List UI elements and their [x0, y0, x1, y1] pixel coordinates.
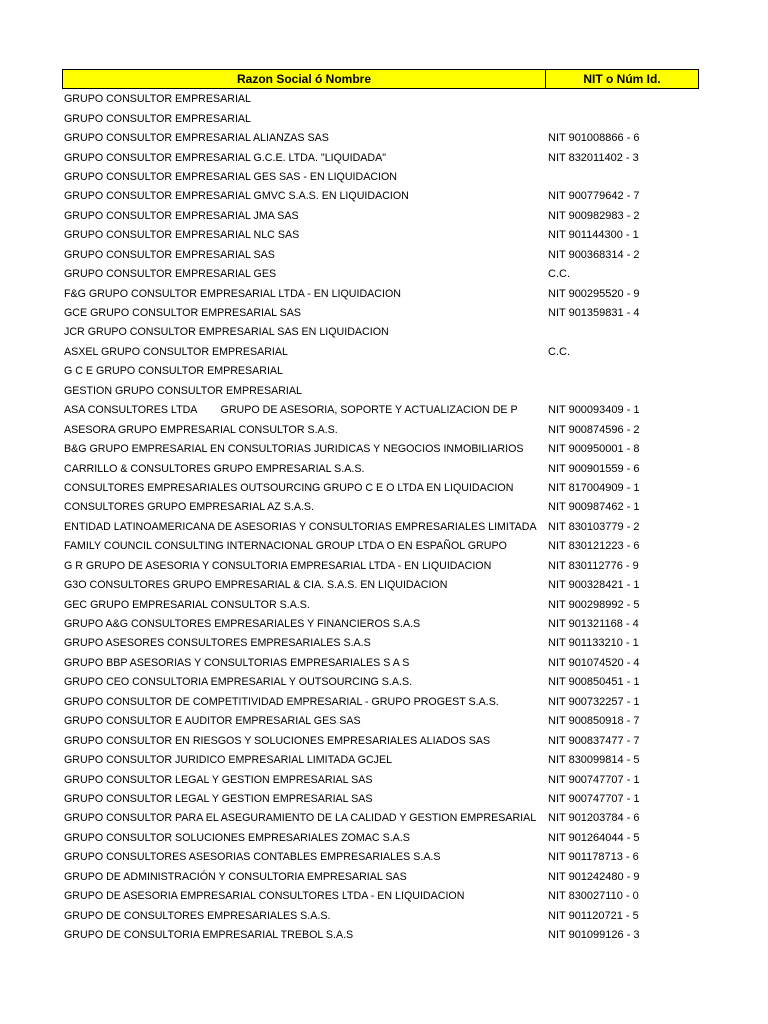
name-cell[interactable]: [62, 518, 546, 537]
id-cell[interactable]: [546, 323, 700, 342]
name-cell[interactable]: [62, 343, 546, 362]
id-cell-text: NIT 830112776 - 9: [548, 559, 639, 572]
name-cell[interactable]: [62, 304, 546, 323]
id-cell-text: NIT 900950001 - 8: [548, 443, 640, 456]
table-row: [62, 323, 700, 342]
name-cell-text: G3O CONSULTORES GRUPO EMPRESARIAL & CIA. S.A.S. EN LIQUIDACION: [64, 579, 448, 592]
id-cell[interactable]: [546, 401, 700, 420]
table-row: [62, 420, 700, 439]
id-cell[interactable]: [546, 187, 700, 206]
name-cell-text: GRUPO CONSULTOR EMPRESARIAL GES: [64, 268, 277, 281]
id-cell-text: C.C.: [548, 345, 570, 358]
name-cell[interactable]: [62, 673, 546, 692]
id-cell[interactable]: [546, 615, 700, 634]
name-cell-text: GRUPO CONSULTOR EMPRESARIAL: [64, 93, 251, 106]
name-cell-text: GRUPO CONSULTOR PARA EL ASEGURAMIENTO DE LA CALIDAD Y GESTION EMPRESARIAL: [64, 812, 537, 825]
name-cell[interactable]: [62, 207, 546, 226]
id-cell[interactable]: [546, 732, 700, 751]
table-row: [62, 557, 700, 576]
table-row: [62, 770, 700, 789]
id-cell-text: NIT 900747707 - 1: [548, 792, 640, 805]
id-cell-text: NIT 900093409 - 1: [548, 404, 640, 417]
table-row: [62, 615, 700, 634]
name-cell[interactable]: [62, 712, 546, 731]
id-cell-text: NIT 901099126 - 3: [548, 929, 640, 942]
id-cell[interactable]: [546, 848, 700, 867]
name-cell-text: GESTION GRUPO CONSULTOR EMPRESARIAL: [64, 384, 302, 397]
id-cell-text: NIT 901133210 - 1: [548, 637, 639, 650]
name-cell[interactable]: [62, 848, 546, 867]
name-cell-text: FAMILY COUNCIL CONSULTING INTERNACIONAL GROUP LTDA O EN ESPAÑOL GRUPO: [64, 540, 507, 553]
table-row: [62, 926, 700, 945]
id-cell-text: C.C.: [548, 268, 570, 281]
id-cell-text: NIT 830121223 - 6: [548, 540, 640, 553]
table-row: [62, 576, 700, 595]
id-cell[interactable]: [546, 421, 700, 440]
name-cell[interactable]: [62, 751, 546, 770]
id-cell[interactable]: [546, 382, 700, 401]
name-cell-text: ASA CONSULTORES LTDA GRUPO DE ASESORIA, SOPORTE Y ACTUALIZACION DE P: [64, 404, 518, 417]
name-cell[interactable]: [62, 693, 546, 712]
id-cell-text: NIT 901074520 - 4: [548, 656, 640, 669]
id-cell[interactable]: [546, 460, 700, 479]
name-cell-text: CONSULTORES EMPRESARIALES OUTSOURCING GRUPO C E O LTDA EN LIQUIDACION: [64, 481, 514, 494]
name-cell-text: ASXEL GRUPO CONSULTOR EMPRESARIAL: [64, 345, 288, 358]
id-cell[interactable]: [546, 265, 700, 284]
id-cell-text: NIT 900850918 - 7: [548, 715, 640, 728]
name-cell-text: GRUPO CONSULTOR EMPRESARIAL SAS: [64, 248, 275, 261]
name-cell[interactable]: [62, 926, 546, 945]
id-cell[interactable]: [546, 887, 700, 906]
id-cell[interactable]: [546, 246, 700, 265]
id-cell-text: NIT 900298992 - 5: [548, 598, 640, 611]
name-cell-text: GRUPO BBP ASESORIAS Y CONSULTORIAS EMPRESARIALES S A S: [64, 656, 410, 669]
id-cell-text: NIT 900874596 - 2: [548, 423, 640, 436]
table-row: [62, 90, 700, 109]
table-row: [62, 343, 700, 362]
id-cell[interactable]: [546, 693, 700, 712]
name-cell[interactable]: [62, 265, 546, 284]
id-cell-text: NIT 901203784 - 6: [548, 812, 640, 825]
name-cell-text: CARRILLO & CONSULTORES GRUPO EMPRESARIAL S.A.S.: [64, 462, 365, 475]
name-cell-text: GRUPO CONSULTOR EMPRESARIAL GMVC S.A.S. EN LIQUIDACION: [64, 190, 409, 203]
table-row: [62, 129, 700, 148]
name-cell[interactable]: [62, 596, 546, 615]
name-cell-text: GRUPO CONSULTOR EMPRESARIAL ALIANZAS SAS: [64, 132, 329, 145]
table-row: [62, 518, 700, 537]
table-row: [62, 459, 700, 478]
name-cell[interactable]: [62, 285, 546, 304]
name-cell[interactable]: [62, 557, 546, 576]
spreadsheet: [62, 69, 700, 945]
id-cell[interactable]: [546, 285, 700, 304]
name-cell-text: GRUPO DE CONSULTORES EMPRESARIALES S.A.S.: [64, 909, 331, 922]
id-cell-text: NIT 901178713 - 6: [548, 851, 639, 864]
id-cell-text: NIT 900295520 - 9: [548, 287, 640, 300]
name-cell-text: GEC GRUPO EMPRESARIAL CONSULTOR S.A.S.: [64, 598, 310, 611]
id-cell[interactable]: [546, 634, 700, 653]
id-cell-text: NIT 901359831 - 4: [548, 307, 640, 320]
table-row: [62, 265, 700, 284]
table-row: [62, 654, 700, 673]
name-cell[interactable]: [62, 868, 546, 887]
id-cell[interactable]: [546, 440, 700, 459]
name-cell[interactable]: [62, 187, 546, 206]
name-cell[interactable]: [62, 654, 546, 673]
name-cell-text: GRUPO CONSULTOR SOLUCIONES EMPRESARIALES ZOMAC S.A.S: [64, 831, 410, 844]
table-row: [62, 790, 700, 809]
table-row: [62, 498, 700, 517]
name-cell-text: GRUPO CEO CONSULTORIA EMPRESARIAL Y OUTSOURCING S.A.S.: [64, 676, 413, 689]
name-cell[interactable]: [62, 362, 546, 381]
name-cell[interactable]: [62, 246, 546, 265]
name-cell-text: GRUPO CONSULTOR E AUDITOR EMPRESARIAL GES SAS: [64, 715, 361, 728]
name-cell-text: GRUPO CONSULTOR LEGAL Y GESTION EMPRESARIAL SAS: [64, 792, 373, 805]
name-cell-text: GRUPO CONSULTOR EMPRESARIAL G.C.E. LTDA. "LIQUIDADA": [64, 151, 387, 164]
id-cell[interactable]: [546, 110, 700, 129]
id-cell[interactable]: [546, 596, 700, 615]
id-cell[interactable]: [546, 518, 700, 537]
name-cell-text: GCE GRUPO CONSULTOR EMPRESARIAL SAS: [64, 307, 301, 320]
name-cell-text: GRUPO DE ASESORIA EMPRESARIAL CONSULTORES LTDA - EN LIQUIDACION: [64, 890, 465, 903]
name-cell[interactable]: [62, 149, 546, 168]
id-cell-text: NIT 900850451 - 1: [548, 676, 640, 689]
table-row: [62, 284, 700, 303]
id-cell-text: NIT 900328421 - 1: [548, 579, 640, 592]
id-cell[interactable]: [546, 771, 700, 790]
name-cell[interactable]: [62, 110, 546, 129]
id-cell-text: NIT 901008866 - 6: [548, 132, 640, 145]
id-cell[interactable]: [546, 576, 700, 595]
name-cell-text: B&G GRUPO EMPRESARIAL EN CONSULTORIAS JURIDICAS Y NEGOCIOS INMOBILIARIOS: [64, 443, 524, 456]
id-cell[interactable]: [546, 168, 700, 187]
id-cell-text: NIT 817004909 - 1: [548, 481, 640, 494]
id-cell[interactable]: [546, 907, 700, 926]
name-cell-text: GRUPO CONSULTOR EN RIESGOS Y SOLUCIONES EMPRESARIALES ALIADOS SAS: [64, 734, 491, 747]
table-row: [62, 440, 700, 459]
name-cell[interactable]: [62, 615, 546, 634]
id-cell[interactable]: [546, 654, 700, 673]
name-cell-text: ENTIDAD LATINOAMERICANA DE ASESORIAS Y CONSULTORIAS EMPRESARIALES LIMITADA: [64, 520, 537, 533]
table-row: [62, 848, 700, 867]
id-cell[interactable]: [546, 362, 700, 381]
id-cell[interactable]: [546, 343, 700, 362]
name-cell[interactable]: [62, 323, 546, 342]
name-cell-text: G R GRUPO DE ASESORIA Y CONSULTORIA EMPRESARIAL LTDA - EN LIQUIDACION: [64, 559, 492, 572]
id-cell[interactable]: [546, 751, 700, 770]
id-cell-text: NIT 900901559 - 6: [548, 462, 640, 475]
table-row: [62, 712, 700, 731]
table-row: [62, 479, 700, 498]
table-row: [62, 187, 700, 206]
id-cell[interactable]: [546, 829, 700, 848]
table-row: [62, 673, 700, 692]
table-row: [62, 537, 700, 556]
id-cell-text: NIT 900982983 - 2: [548, 209, 640, 222]
table-row: [62, 731, 700, 750]
table-row: [62, 751, 700, 770]
id-cell[interactable]: [546, 90, 700, 109]
name-cell[interactable]: [62, 732, 546, 751]
name-cell[interactable]: [62, 576, 546, 595]
id-cell[interactable]: [546, 673, 700, 692]
name-cell[interactable]: [62, 809, 546, 828]
table-row: [62, 246, 700, 265]
table-row: [62, 168, 700, 187]
header-id-column[interactable]: NIT o Núm Id.: [545, 69, 699, 89]
id-cell[interactable]: [546, 149, 700, 168]
name-cell-text: GRUPO CONSULTOR LEGAL Y GESTION EMPRESARIAL SAS: [64, 773, 373, 786]
id-cell[interactable]: [546, 809, 700, 828]
table-row: [62, 109, 700, 128]
table-row: [62, 829, 700, 848]
name-cell-text: GRUPO DE ADMINISTRACIÓN Y CONSULTORIA EMPRESARIAL SAS: [64, 870, 407, 883]
table-row: [62, 887, 700, 906]
table-row: [62, 595, 700, 614]
name-cell[interactable]: [62, 382, 546, 401]
name-cell[interactable]: [62, 887, 546, 906]
id-cell[interactable]: [546, 226, 700, 245]
name-cell-text: GRUPO ASESORES CONSULTORES EMPRESARIALES S.A.S: [64, 637, 371, 650]
name-cell-text: GRUPO CONSULTOR DE COMPETITIVIDAD EMPRESARIAL - GRUPO PROGEST S.A.S.: [64, 695, 499, 708]
table-row: [62, 362, 700, 381]
id-cell[interactable]: [546, 868, 700, 887]
name-cell[interactable]: [62, 907, 546, 926]
id-cell[interactable]: [546, 537, 700, 556]
id-cell[interactable]: [546, 790, 700, 809]
table-row: [62, 401, 700, 420]
name-cell[interactable]: [62, 421, 546, 440]
id-cell-text: NIT 901120721 - 5: [548, 909, 639, 922]
name-cell[interactable]: [62, 90, 546, 109]
id-cell-text: NIT 901264044 - 5: [548, 831, 640, 844]
id-cell-text: NIT 830103779 - 2: [548, 520, 640, 533]
name-cell-text: GRUPO CONSULTOR EMPRESARIAL: [64, 112, 251, 125]
id-cell[interactable]: [546, 304, 700, 323]
name-cell-text: G C E GRUPO CONSULTOR EMPRESARIAL: [64, 365, 283, 378]
header-row: [62, 69, 700, 89]
id-cell[interactable]: [546, 129, 700, 148]
name-cell[interactable]: [62, 129, 546, 148]
id-cell[interactable]: [546, 479, 700, 498]
name-cell-text: JCR GRUPO CONSULTOR EMPRESARIAL SAS EN LIQUIDACION: [64, 326, 389, 339]
name-cell[interactable]: [62, 829, 546, 848]
id-cell[interactable]: [546, 498, 700, 517]
table-row: [62, 906, 700, 925]
name-cell[interactable]: [62, 498, 546, 517]
table-row: [62, 868, 700, 887]
name-cell-text: GRUPO A&G CONSULTORES EMPRESARIALES Y FINANCIEROS S.A.S: [64, 618, 421, 631]
table-row: [62, 207, 700, 226]
table-row: [62, 809, 700, 828]
id-cell-text: NIT 900779642 - 7: [548, 190, 640, 203]
header-name-column[interactable]: Razon Social ó Nombre: [62, 69, 546, 89]
name-cell-text: GRUPO CONSULTOR JURIDICO EMPRESARIAL LIMITADA GCJEL: [64, 754, 393, 767]
id-cell-text: NIT 900837477 - 7: [548, 734, 640, 747]
table-body: [62, 90, 700, 945]
name-cell-text: GRUPO CONSULTORES ASESORIAS CONTABLES EMPRESARIALES S.A.S: [64, 851, 441, 864]
table-row: [62, 634, 700, 653]
name-cell-text: GRUPO CONSULTOR EMPRESARIAL GES SAS - EN LIQUIDACION: [64, 170, 398, 183]
id-cell-text: NIT 832011402 - 3: [548, 151, 639, 164]
id-cell-text: NIT 830099814 - 5: [548, 754, 640, 767]
id-cell-text: NIT 901242480 - 9: [548, 870, 640, 883]
name-cell-text: GRUPO CONSULTOR EMPRESARIAL NLC SAS: [64, 229, 300, 242]
id-cell[interactable]: [546, 712, 700, 731]
table-row: [62, 693, 700, 712]
name-cell-text: ASESORA GRUPO EMPRESARIAL CONSULTOR S.A.S.: [64, 423, 338, 436]
id-cell[interactable]: [546, 557, 700, 576]
id-cell[interactable]: [546, 207, 700, 226]
name-cell[interactable]: [62, 790, 546, 809]
table-row: [62, 304, 700, 323]
name-cell-text: GRUPO CONSULTOR EMPRESARIAL JMA SAS: [64, 209, 299, 222]
name-cell-text: CONSULTORES GRUPO EMPRESARIAL AZ S.A.S.: [64, 501, 315, 514]
id-cell-text: NIT 900987462 - 1: [548, 501, 640, 514]
id-cell-text: NIT 901144300 - 1: [548, 229, 639, 242]
id-cell-text: NIT 900732257 - 1: [548, 695, 640, 708]
id-cell-text: NIT 900368314 - 2: [548, 248, 640, 261]
name-cell[interactable]: [62, 440, 546, 459]
table-row: [62, 226, 700, 245]
name-cell[interactable]: [62, 634, 546, 653]
name-cell[interactable]: [62, 460, 546, 479]
id-cell-text: NIT 900747707 - 1: [548, 773, 640, 786]
table-row: [62, 148, 700, 167]
table-row: [62, 382, 700, 401]
id-cell-text: NIT 901321168 - 4: [548, 618, 639, 631]
id-cell-text: NIT 830027110 - 0: [548, 890, 639, 903]
id-cell[interactable]: [546, 926, 700, 945]
name-cell[interactable]: [62, 479, 546, 498]
name-cell[interactable]: [62, 401, 546, 420]
name-cell-text: GRUPO DE CONSULTORIA EMPRESARIAL TREBOL S.A.S: [64, 929, 354, 942]
name-cell-text: F&G GRUPO CONSULTOR EMPRESARIAL LTDA - EN LIQUIDACION: [64, 287, 401, 300]
name-cell[interactable]: [62, 226, 546, 245]
name-cell[interactable]: [62, 771, 546, 790]
name-cell[interactable]: [62, 537, 546, 556]
name-cell[interactable]: [62, 168, 546, 187]
